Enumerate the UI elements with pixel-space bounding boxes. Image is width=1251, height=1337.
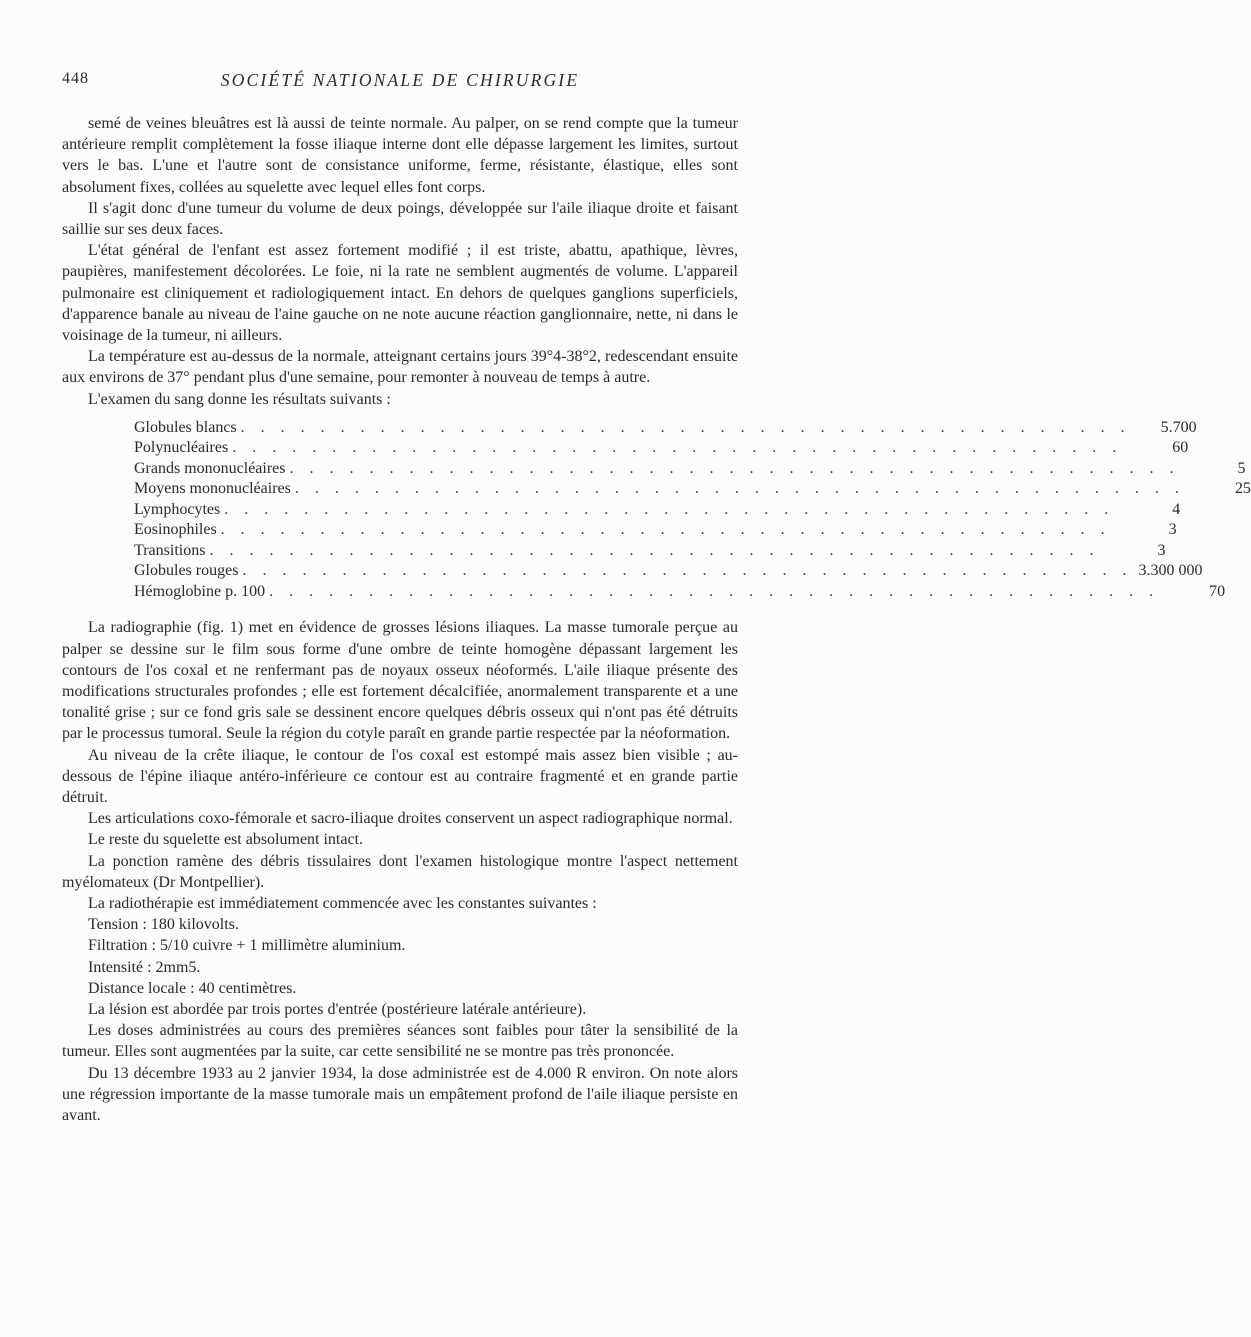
paragraph: Intensité : 2mm5. [88,958,201,976]
table-row: Polynucléaires . . . . . . . . . . . . . . . . . . . . . . . . . . . . . . . . . . . . . . . . . . . . . 60 [134,437,742,458]
article-body [62,113,1251,1126]
row-label: Hémoglobine p. 100 [134,582,266,600]
row-label: Transitions [134,541,206,559]
table-row: Globules blancs . . . . . . . . . . . . . . . . . . . . . . . . . . . . . . . . . . . . . . . . . . . . . 5.700 [134,417,742,438]
paragraph: La radiographie (fig. 1) met en évidence de grosses lésions iliaques. La masse tumorale perçue au palper se dessine sur le film sous forme d'une ombre de teinte homogène dépassant largement les contours de l'os coxal et ne renfermant pas de noyaux osseux néoformés. L'aile iliaque présente des modifications structurales profondes ; elle est fortement décalcifiée, anormalement transparente et a une tonalité grise ; sur ce fond gris sale se dessinent encore quelques débris osseux qui n'ont pas été détruits par le processus tumoral. Seule la région du cotyle paraît en grande partie respectée par la néoformation. [62,619,738,743]
paragraph: La température est au-dessus de la normale, atteignant certains jours 39°4-38°2, redescendant ensuite aux environs de 37° pendant plus d'une semaine, pour remonter à nouveau de temps à autre. [62,348,738,387]
row-label: Globules blancs [134,418,237,436]
row-label: Moyens mononucléaires [134,480,291,498]
page-header [62,70,738,94]
paragraph: semé de veines bleuâtres est là aussi de teinte normale. Au palper, on se rend compte que la tumeur antérieure remplit complètement la fosse iliaque interne dont elle dépasse largement les limites, surtout vers le bas. L'une et l'autre sont de consistance uniforme, ferme, résistante, élastique, elles sont absolument fixes, collées au squelette avec lequel elles font corps. [62,115,738,196]
row-label: Eosinophiles [134,521,217,539]
paragraph: Distance locale : 40 centimètres. [88,979,297,997]
row-value: 60 [1172,439,1189,457]
row-value: 25 [1234,480,1251,498]
paragraph: L'état général de l'enfant est assez fortement modifié ; il est triste, abattu, apathique, lèvres, paupières, manifestement décolorées. Le foie, ni la rate ne semblent augmentés de volume. L'appareil pulmonaire est cliniquement et radiologiquement intact. En dehors de quelques ganglions superficiels, d'apparence banale au niveau de l'aine gauche on ne note aucune réaction ganglionnaire, nette, ni dans le voisinage de la tumeur, ni ailleurs. [62,242,738,345]
blood-exam-table [134,417,1251,602]
row-label: Globules rouges [134,562,239,580]
paragraph: Les doses administrées au cours des premières séances sont faibles pour tâter la sensibilité de la tumeur. Elles sont augmentées par la suite, car cette sensibilité ne se montre pas très prononcée. [62,1022,738,1061]
table-row: Hémoglobine p. 100 . . . . . . . . . . . . . . . . . . . . . . . . . . . . . . . . . . . . . . . . . . . . . 70 [134,581,742,602]
paragraph: Au niveau de la crête iliaque, le contour de l'os coxal est estompé mais assez bien visible ; au-dessous de l'épine iliaque antéro-inférieure ce contour est au contraire fragmenté et en grande partie détruit. [62,746,738,806]
paragraph: Il s'agit donc d'une tumeur du volume de deux poings, développée sur l'aile iliaque droite et faisant saillie sur ses deux faces. [62,199,738,239]
row-label: Polynucléaires [134,439,229,457]
row-value: 70 [1209,582,1226,600]
table-row: Globules rouges . . . . . . . . . . . . . . . . . . . . . . . . . . . . . . . . . . . . . . . . . . . . . 3.300 000 [134,560,742,581]
paragraph: Les articulations coxo-fémorale et sacro-iliaque droites conservent un aspect radiographique normal. [88,810,733,828]
row-value: 3 [1168,521,1177,539]
paragraph: La lésion est abordée par trois portes d'entrée (postérieure latérale antérieure). [88,1001,587,1018]
table-row: Eosinophiles . . . . . . . . . . . . . . . . . . . . . . . . . . . . . . . . . . . . . . . . . . . . . 3 [134,519,742,540]
row-value: 3.300 000 [1138,562,1203,580]
page-number: 448 [62,70,89,87]
running-title: SOCIÉTÉ NATIONALE DE CHIRURGIE [220,70,580,90]
row-value: 5.700 [1160,418,1197,436]
paragraph: Le reste du squelette est absolument intact. [88,831,364,849]
paragraph: La ponction ramène des débris tissulaires dont l'examen histologique montre l'aspect nettement myélomateux (Dr Montpellier). [62,852,738,891]
paragraph: Filtration : 5/10 cuivre + 1 millimètre aluminium. [88,937,406,955]
table-row: Transitions . . . . . . . . . . . . . . . . . . . . . . . . . . . . . . . . . . . . . . . . . . . . . 3 [134,540,742,561]
table-row: Moyens mononucléaires . . . . . . . . . . . . . . . . . . . . . . . . . . . . . . . . . . . . . . . . . . . . . 25 [134,478,742,499]
row-label: Lymphocytes [134,500,221,518]
row-value: 3 [1157,541,1166,559]
paragraph: Tension : 180 kilovolts. [88,916,239,934]
paragraph: Du 13 décembre 1933 au 2 janvier 1934, la dose administrée est de 4.000 R environ. On note alors une régression importante de la masse tumorale mais un empâtement profond de l'aile iliaque persiste en avant. [62,1064,738,1125]
row-value: 5 [1237,459,1246,477]
paragraph: La radiothérapie est immédiatement commencée avec les constantes suivantes : [88,894,597,912]
row-label: Grands mononucléaires [134,459,286,477]
row-value: 4 [1172,500,1181,518]
table-row: Grands mononucléaires . . . . . . . . . . . . . . . . . . . . . . . . . . . . . . . . . . . . . . . . . . . . . 5 [134,458,742,479]
paragraph: L'examen du sang donne les résultats suivants : [88,390,391,408]
table-row: Lymphocytes . . . . . . . . . . . . . . . . . . . . . . . . . . . . . . . . . . . . . . . . . . . . . 4 [134,499,742,520]
